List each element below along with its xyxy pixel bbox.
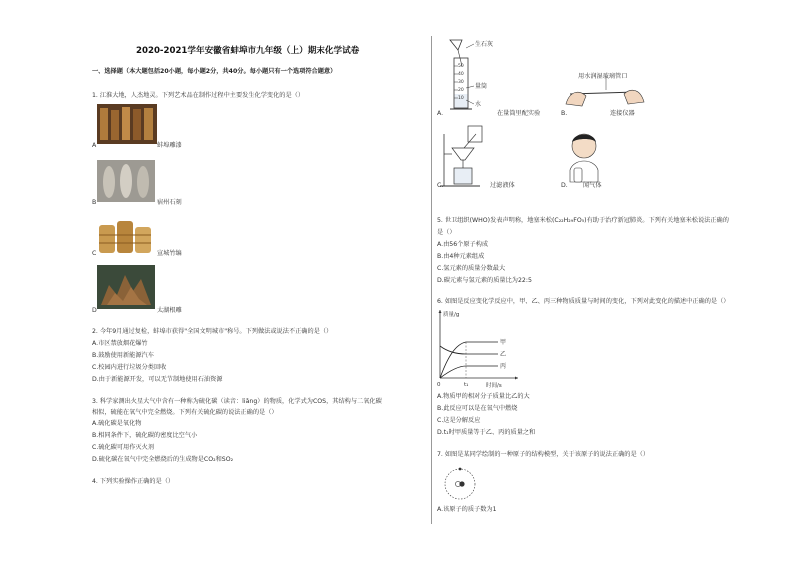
q4-figure-c-filtration (440, 124, 500, 190)
q6-series-bing: 丙 (500, 363, 507, 370)
q1-option-b-text: 宿州石刻 (157, 199, 182, 206)
q4-letter-b: B. (561, 110, 568, 117)
q4-label-quicklime: 生石灰 (475, 41, 494, 48)
q3-stem-line1: 3. 科学家测出火星大气中含有一种称为硫化碳（读音：liǎng）的物质，化学式为COS，其结构与二氧化碳 (92, 398, 382, 405)
series-yi-line (440, 346, 498, 354)
q5-option-d: D.碳元素与氢元素的质量比为22:5 (437, 277, 532, 284)
q1-option-b-letter: B (92, 199, 97, 206)
q1-option-a-text: 蚌埠雕漆 (157, 142, 182, 149)
q1-photo-b (97, 160, 155, 202)
q6-stem: 6. 如图是反应变化学反应中，甲、乙、丙三种物质质量与时间的变化，下列对此变化的描述中正确的是（） (437, 298, 730, 305)
q4-figure-a-cylinder (440, 36, 520, 116)
q2-option-a: A.市区禁放烟花爆竹 (92, 340, 148, 347)
q7-option-a: A.该原子的质子数为1 (437, 506, 497, 513)
q6-option-a: A.物质甲的相对分子质量比乙的大 (437, 393, 530, 400)
q1-option-d-letter: D (92, 307, 97, 314)
q1-option-a-letter: A (92, 142, 97, 149)
q7-stem: 7. 如图是某同学绘制的一种原子的结构模型，关于该原子的说法正确的是（） (437, 451, 650, 458)
q4-figure-d-smell (566, 130, 606, 186)
q3-stem-line2: 相似，硫能在氧气中完全燃烧。下列有关硫化碳的说法正确的是（） (92, 409, 278, 416)
q3-option-b: B.相同条件下，硫化碳的密度比空气小 (92, 432, 198, 439)
q6-option-c: C.这是分解反应 (437, 417, 481, 424)
q3-option-a: A.硫化碳是氧化物 (92, 420, 142, 427)
q4-tick-label: 20 (458, 88, 464, 93)
q5-option-a: A.由56个原子构成 (437, 241, 489, 248)
q5-option-b: B.由4种元素组成 (437, 253, 485, 260)
q4-letter-c: C. (437, 182, 444, 189)
q7-atom-model (440, 464, 480, 504)
q6-ylabel: 质量/g (443, 312, 460, 318)
q4-option-d-caption: 闻气体 (583, 182, 602, 189)
q2-option-d: D.由于新能源开发，可以无节制地使用石油资源 (92, 376, 223, 383)
q1-photo-c (97, 215, 153, 257)
q4-option-a-caption: 在量筒里配实验 (497, 110, 541, 117)
q4-tick-label: 30 (458, 80, 464, 85)
series-bing-line (440, 366, 498, 378)
section-heading: 一、选择题（本大题包括20小题，每小题2分，共40分。每小题只有一个选项符合题意） (92, 68, 337, 75)
paper-title: 2020-2021学年安徽省蚌埠市九年级（上）期末化学试卷 (136, 46, 360, 56)
q6-option-b: B.此反应可以是在氧气中燃烧 (437, 405, 518, 412)
q4-tick-label: 10 (458, 96, 464, 101)
q1-stem: 1. 江淮大地，人杰地灵。下列艺术品在制作过程中主要发生化学变化的是（） (92, 92, 305, 99)
q6-option-d: D.t₁时甲质量等于乙、丙的质量之和 (437, 429, 536, 436)
q6-series-jia: 甲 (500, 339, 507, 346)
q5-option-c: C.氢元素的质量分数最大 (437, 265, 506, 272)
q4-option-c-caption: 过滤液体 (490, 182, 515, 189)
q2-option-b: B.鼓励使用新能源汽车 (92, 352, 154, 359)
q2-option-c: C.校园内进行垃圾分类回收 (92, 364, 167, 371)
q4-label-tube: 用水润湿玻璃管口 (578, 73, 628, 80)
q2-stem: 2. 今年9月通过复检，蚌埠市获得"全国文明城市"称号。下列做法或说法不正确的是（） (92, 328, 333, 335)
q6-graph (434, 306, 524, 392)
q6-origin: 0 (437, 382, 441, 388)
q6-series-yi: 乙 (500, 351, 507, 358)
q6-t1: t₁ (464, 382, 469, 388)
q5-stem-line1: 5. 世卫组织(WHO)发表声明称，地塞米松(C₂₂H₂₉FO₅)有助于治疗新冠肺炎。下列有关地塞米松说法正确的 (437, 217, 729, 224)
q4-letter-a: A. (437, 110, 444, 117)
q6-xlabel: 时间/s (486, 383, 502, 389)
q1-option-c-letter: C (92, 250, 97, 257)
q3-option-c: C.硫化碳可用作灭火剂 (92, 444, 154, 451)
series-jia-line (440, 342, 498, 378)
q4-tick-label: 50 (458, 64, 464, 69)
q5-stem-line2: 是（） (437, 229, 456, 236)
q4-stem: 4. 下列实验操作正确的是（） (92, 478, 175, 485)
q4-tick-label: 40 (458, 72, 464, 77)
q4-label-water: 水 (475, 101, 482, 108)
q4-letter-d: D. (561, 182, 568, 189)
q4-option-b-caption: 连接仪器 (610, 110, 635, 117)
q3-option-d: D.硫化碳在氧气中完全燃烧后的生成物是CO₂和SO₂ (92, 456, 234, 463)
q1-photo-d (97, 265, 155, 309)
q1-photo-a (97, 104, 157, 144)
q4-label-cylinder: 量筒 (475, 83, 488, 90)
q1-option-c-text: 宣城竹编 (157, 250, 182, 257)
q1-option-d-text: 太湖根雕 (157, 307, 182, 314)
column-divider (431, 36, 432, 524)
